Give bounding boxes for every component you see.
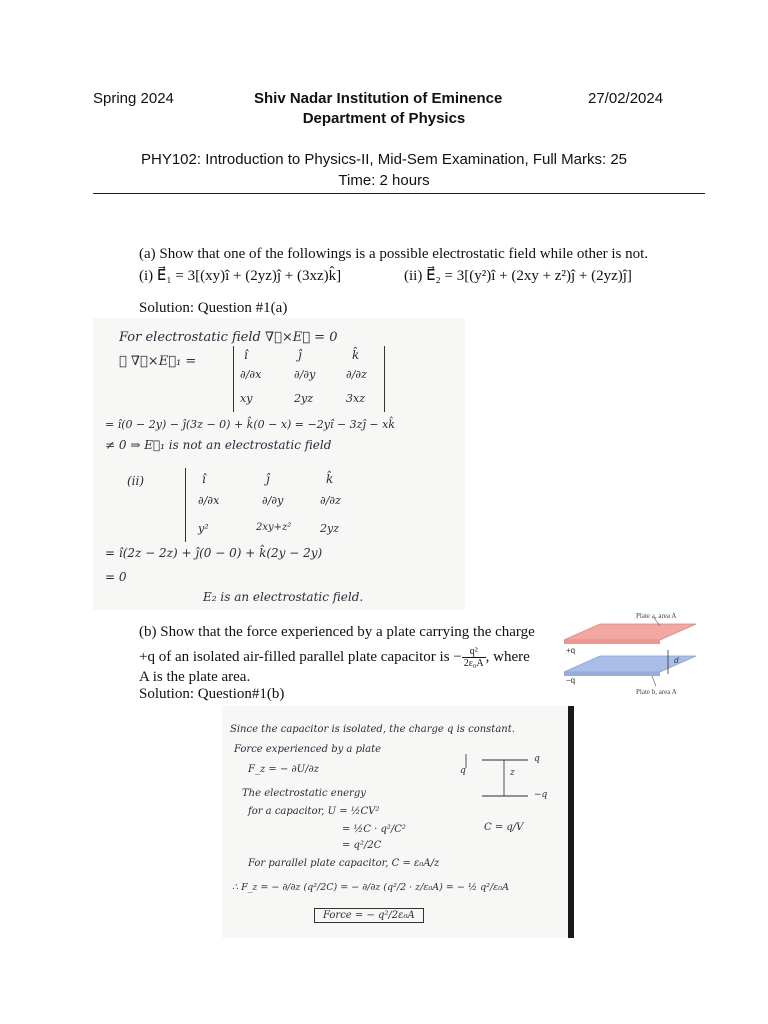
hand-a-curl-label: ① ∇⃗×E⃗₁ = <box>119 354 197 369</box>
hand-a-line-3: = î(0 − 2y) − ĵ(3z − 0) + k̂(0 − x) = −2yî − 3zĵ − xk̂ <box>105 418 395 431</box>
plate-b-leader <box>652 676 656 686</box>
det2-cell: 2xy+z² <box>256 522 292 533</box>
sketch-bottom-label: −q <box>534 790 548 800</box>
hand-a-line-1: For electrostatic field ∇⃗×E⃗ = 0 <box>119 330 338 345</box>
hand-b-line-4: The electrostatic energy <box>242 788 366 799</box>
d-label: d <box>674 656 679 665</box>
force-result-box: Force = − q²/2ε₀A <box>314 908 424 923</box>
hand-a-line-8: E₂ is an electrostatic field. <box>203 590 364 604</box>
hand-b-line-8: For parallel plate capacitor, C = ε₀A/z <box>248 858 440 869</box>
semester-label: Spring 2024 <box>93 90 174 107</box>
det1-cell: ∂/∂z <box>346 368 367 381</box>
hand-b-line-2: Force experienced by a plate <box>234 744 382 755</box>
scan-edge <box>568 706 574 938</box>
option-i-expression: E⃗₁ = 3[(xy)î + (2yz)ĵ + (3xz)k̂] <box>156 268 342 284</box>
handwritten-solution-b <box>222 706 574 938</box>
hand-b-line-1: Since the capacitor is isolated, the charge q is constant. <box>230 724 515 735</box>
det2-cell: 2yz <box>320 522 340 535</box>
hand-a-part-ii-label: (ii) <box>127 474 145 488</box>
det2-cell: î <box>202 472 206 486</box>
sketch-top-label: q <box>534 754 540 764</box>
q1a-prompt: (a) Show that one of the followings is a possible electrostatic field while other is not. <box>139 246 649 262</box>
det2-cell: y² <box>198 522 209 535</box>
det1-cell: ∂/∂x <box>240 368 262 381</box>
hand-a-line-4: ≠ 0 ⇒ E⃗₁ is not an electrostatic field <box>105 438 332 452</box>
q1b-prompt-post: , where <box>485 648 530 665</box>
hand-a-line-6: = î(2z − 2z) + ĵ(0 − 0) + k̂(2y − 2y) <box>105 546 323 560</box>
hand-a-line-7: = 0 <box>105 570 127 584</box>
hand-b-line-6: = ½C · q²/C² <box>342 824 406 835</box>
fraction-numerator: q² <box>462 646 486 658</box>
det2-cell: ∂/∂z <box>320 494 341 507</box>
det1-cell: xy <box>240 392 253 405</box>
q1b-prompt-line-3: A is the plate area. <box>139 669 251 685</box>
plate-b-label: Plate b, area A <box>636 688 677 696</box>
course-line: PHY102: Introduction to Physics-II, Mid-Sem Examination, Full Marks: 25 <box>140 151 628 168</box>
q1b-prompt-line-2 <box>139 646 530 669</box>
det2-cell: ∂/∂y <box>262 494 284 507</box>
det1-cell: 2yz <box>294 392 314 405</box>
sketch-z-label: z <box>510 768 515 778</box>
q1a-option-ii <box>404 266 632 285</box>
q1b-prompt-pre: +q of an isolated air-filled parallel plate capacitor is − <box>139 648 462 665</box>
capacitor-figure <box>556 612 706 702</box>
q1b-solution-label: Solution: Question#1(b) <box>139 686 285 702</box>
option-ii-label: (ii) <box>404 268 423 284</box>
plus-q-label: +q <box>566 646 576 655</box>
hand-b-line-7b: C = q/V <box>484 822 524 833</box>
hand-b-line-7: = q²/2C <box>342 840 382 851</box>
hand-b-line-3: F_z = − ∂U/∂z <box>248 764 319 775</box>
plate-a <box>564 624 696 640</box>
plate-a-label: Plate a, area A <box>636 612 677 620</box>
det2-cell: k̂ <box>326 472 334 486</box>
q1a-solution-label: Solution: Question #1(a) <box>139 300 288 316</box>
handwritten-solution-a <box>93 318 465 610</box>
option-i-label: (i) <box>139 268 154 284</box>
det1-cell: ĵ <box>298 348 302 362</box>
det1-cell: k̂ <box>352 348 360 362</box>
option-ii-expression: E⃗₂ = 3[(y²)î + (2xy + z²)ĵ + (2yz)ĵ] <box>426 268 632 284</box>
minus-q-label: −q <box>566 676 576 685</box>
force-fraction <box>462 646 486 669</box>
det1-cell: 3xz <box>346 392 365 405</box>
hand-b-line-9: ∴ F_z = − ∂/∂z (q²/2C) = − ∂/∂z (q²/2 · z/ε₀A) = − ½ q²/ε₀A <box>232 882 509 893</box>
det2-cell: ∂/∂x <box>198 494 220 507</box>
det1-cell: î <box>244 348 248 362</box>
sketch-force-label: q <box>460 766 466 776</box>
time-line: Time: 2 hours <box>338 172 430 189</box>
department-name: Department of Physics <box>302 110 466 127</box>
hand-b-line-5: for a capacitor, U = ½CV² <box>248 806 380 817</box>
determinant-1 <box>233 346 385 412</box>
det2-cell: ĵ <box>266 472 270 486</box>
capacitor-diagram <box>556 612 706 702</box>
header-rule <box>93 193 705 194</box>
plate-b-edge <box>564 672 660 676</box>
plate-a-edge <box>564 640 660 644</box>
det1-cell: ∂/∂y <box>294 368 316 381</box>
fraction-denominator: 2ε₀A <box>463 658 484 669</box>
determinant-2 <box>185 468 366 542</box>
institution-name: Shiv Nadar Institution of Eminence <box>254 90 503 107</box>
q1a-option-i <box>139 266 341 285</box>
q1b-prompt-line-1: (b) Show that the force experienced by a plate carrying the charge <box>139 624 535 640</box>
exam-date: 27/02/2024 <box>588 90 664 107</box>
